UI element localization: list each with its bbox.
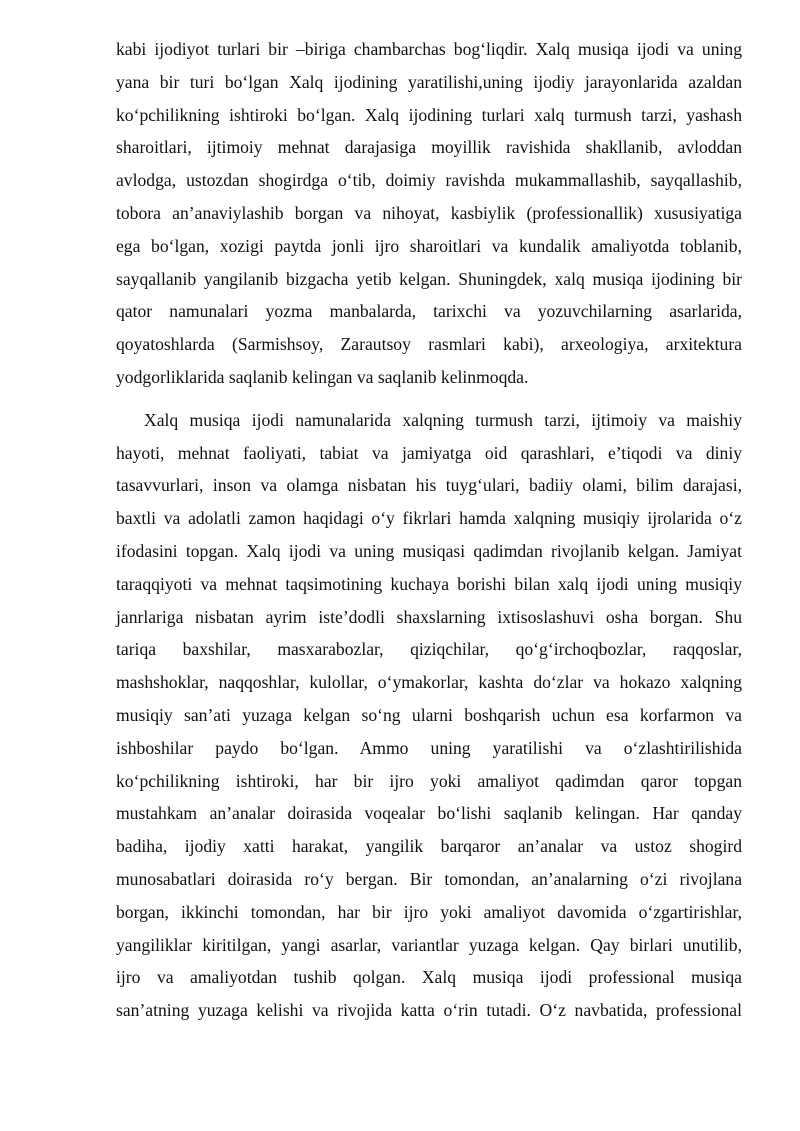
text-line: avlodga, ustozdan shogirdga o‘tib, doimiy ravishda mukammallashib, sayqallashib, <box>116 170 742 191</box>
text-line: badiha, ijodiy xatti harakat, yangilik barqaror an’analar va ustoz shogird <box>116 836 742 857</box>
text-line: yana bir turi bo‘lgan Xalq ijodining yaratilishi,uning ijodiy jarayonlarida azaldan <box>116 71 742 92</box>
text-line: ko‘pchilikning ishtiroki, har bir ijro yoki amaliyot qadimdan qaror topgan <box>116 770 742 791</box>
text-line: qoyatoshlarda (Sarmishsoy, Zarautsoy rasmlari kabi), arxeologiya, arxitektura <box>116 334 742 355</box>
text-line: tobora an’anaviylashib borgan va nihoyat, kasbiylik (professionallik) xususiyatiga <box>116 202 742 223</box>
text-line: sharoitlari, ijtimoiy mehnat darajasiga moyillik ravishida shakllanib, avloddan <box>116 137 742 158</box>
paragraph-spacer <box>116 394 742 404</box>
text-line: musiqiy san’ati yuzaga kelgan so‘ng ularni boshqarish uchun esa korfarmon va <box>116 704 742 725</box>
text-line: mustahkam an’analar doirasida voqealar bo‘lishi saqlanib kelingan. Har qanday <box>116 803 742 824</box>
text-line: baxtli va adolatli zamon haqidagi o‘y fikrlari hamda xalqning musiqiy ijrolarida o‘z <box>116 508 742 529</box>
text-line: ishboshilar paydo bo‘lgan. Ammo uning yaratilishi va o‘zlashtirilishida <box>116 737 742 758</box>
text-line: ijro va amaliyotdan tushib qolgan. Xalq musiqa ijodi professional musiqa <box>116 967 742 988</box>
text-line: taraqqiyoti va mehnat taqsimotining kuchaya borishi bilan xalq ijodi uning musiqiy <box>116 573 742 594</box>
text-line: janrlariga nisbatan ayrim iste’dodli shaxslarning ixtisoslashuvi osha borgan. Shu <box>116 606 742 627</box>
text-line: hayoti, mehnat faoliyati, tabiat va jamiyatga oid qarashlari, e’tiqodi va diniy <box>116 442 742 463</box>
paragraph-1 <box>116 33 742 394</box>
text-line: ifodasini topgan. Xalq ijodi va uning musiqasi qadimdan rivojlanib kelgan. Jamiyat <box>116 540 742 561</box>
text-line: tariqa baxshilar, masxarabozlar, qiziqchilar, qo‘g‘irchoqbozlar, raqqoslar, <box>116 639 742 660</box>
text-line: munosabatlari doirasida ro‘y bergan. Bir tomondan, an’analarning o‘zi rivojlana <box>116 868 742 889</box>
paragraph-2 <box>116 404 742 1027</box>
text-line: tasavvurlari, inson va olamga nisbatan his tuyg‘ulari, badiiy olami, bilim darajasi, <box>116 475 742 496</box>
text-line: ega bo‘lgan, xozigi paytda jonli ijro sharoitlari va kundalik amaliyotda toblanib, <box>116 235 742 256</box>
text-line: borgan, ikkinchi tomondan, har bir ijro yoki amaliyot davomida o‘zgartirishlar, <box>116 901 742 922</box>
text-line: san’atning yuzaga kelishi va rivojida katta o‘rin tutadi. O‘z navbatida, professional <box>116 1000 742 1021</box>
text-line: Xalq musiqa ijodi namunalarida xalqning turmush tarzi, ijtimoiy va maishiy <box>144 409 742 430</box>
text-line: yangiliklar kiritilgan, yangi asarlar, variantlar yuzaga kelgan. Qay birlari unutilib, <box>116 934 742 955</box>
text-line: yodgorliklarida saqlanib kelingan va saqlanib kelinmoqda. <box>116 366 529 387</box>
text-line: mashshoklar, naqqoshlar, kulollar, o‘ymakorlar, kashta do‘zlar va hokazo xalqning <box>116 672 742 693</box>
text-line: sayqallanib yangilanib bizgacha yetib kelgan. Shuningdek, xalq musiqa ijodining bir <box>116 268 742 289</box>
document-page <box>116 33 742 1027</box>
text-line: ko‘pchilikning ishtiroki bo‘lgan. Xalq ijodining turlari xalq turmush tarzi, yashash <box>116 104 742 125</box>
text-line: qator namunalari yozma manbalarda, tarixchi va yozuvchilarning asarlarida, <box>116 301 742 322</box>
text-line: kabi ijodiyot turlari bir –biriga chambarchas bog‘liqdir. Xalq musiqa ijodi va uning <box>116 39 742 59</box>
